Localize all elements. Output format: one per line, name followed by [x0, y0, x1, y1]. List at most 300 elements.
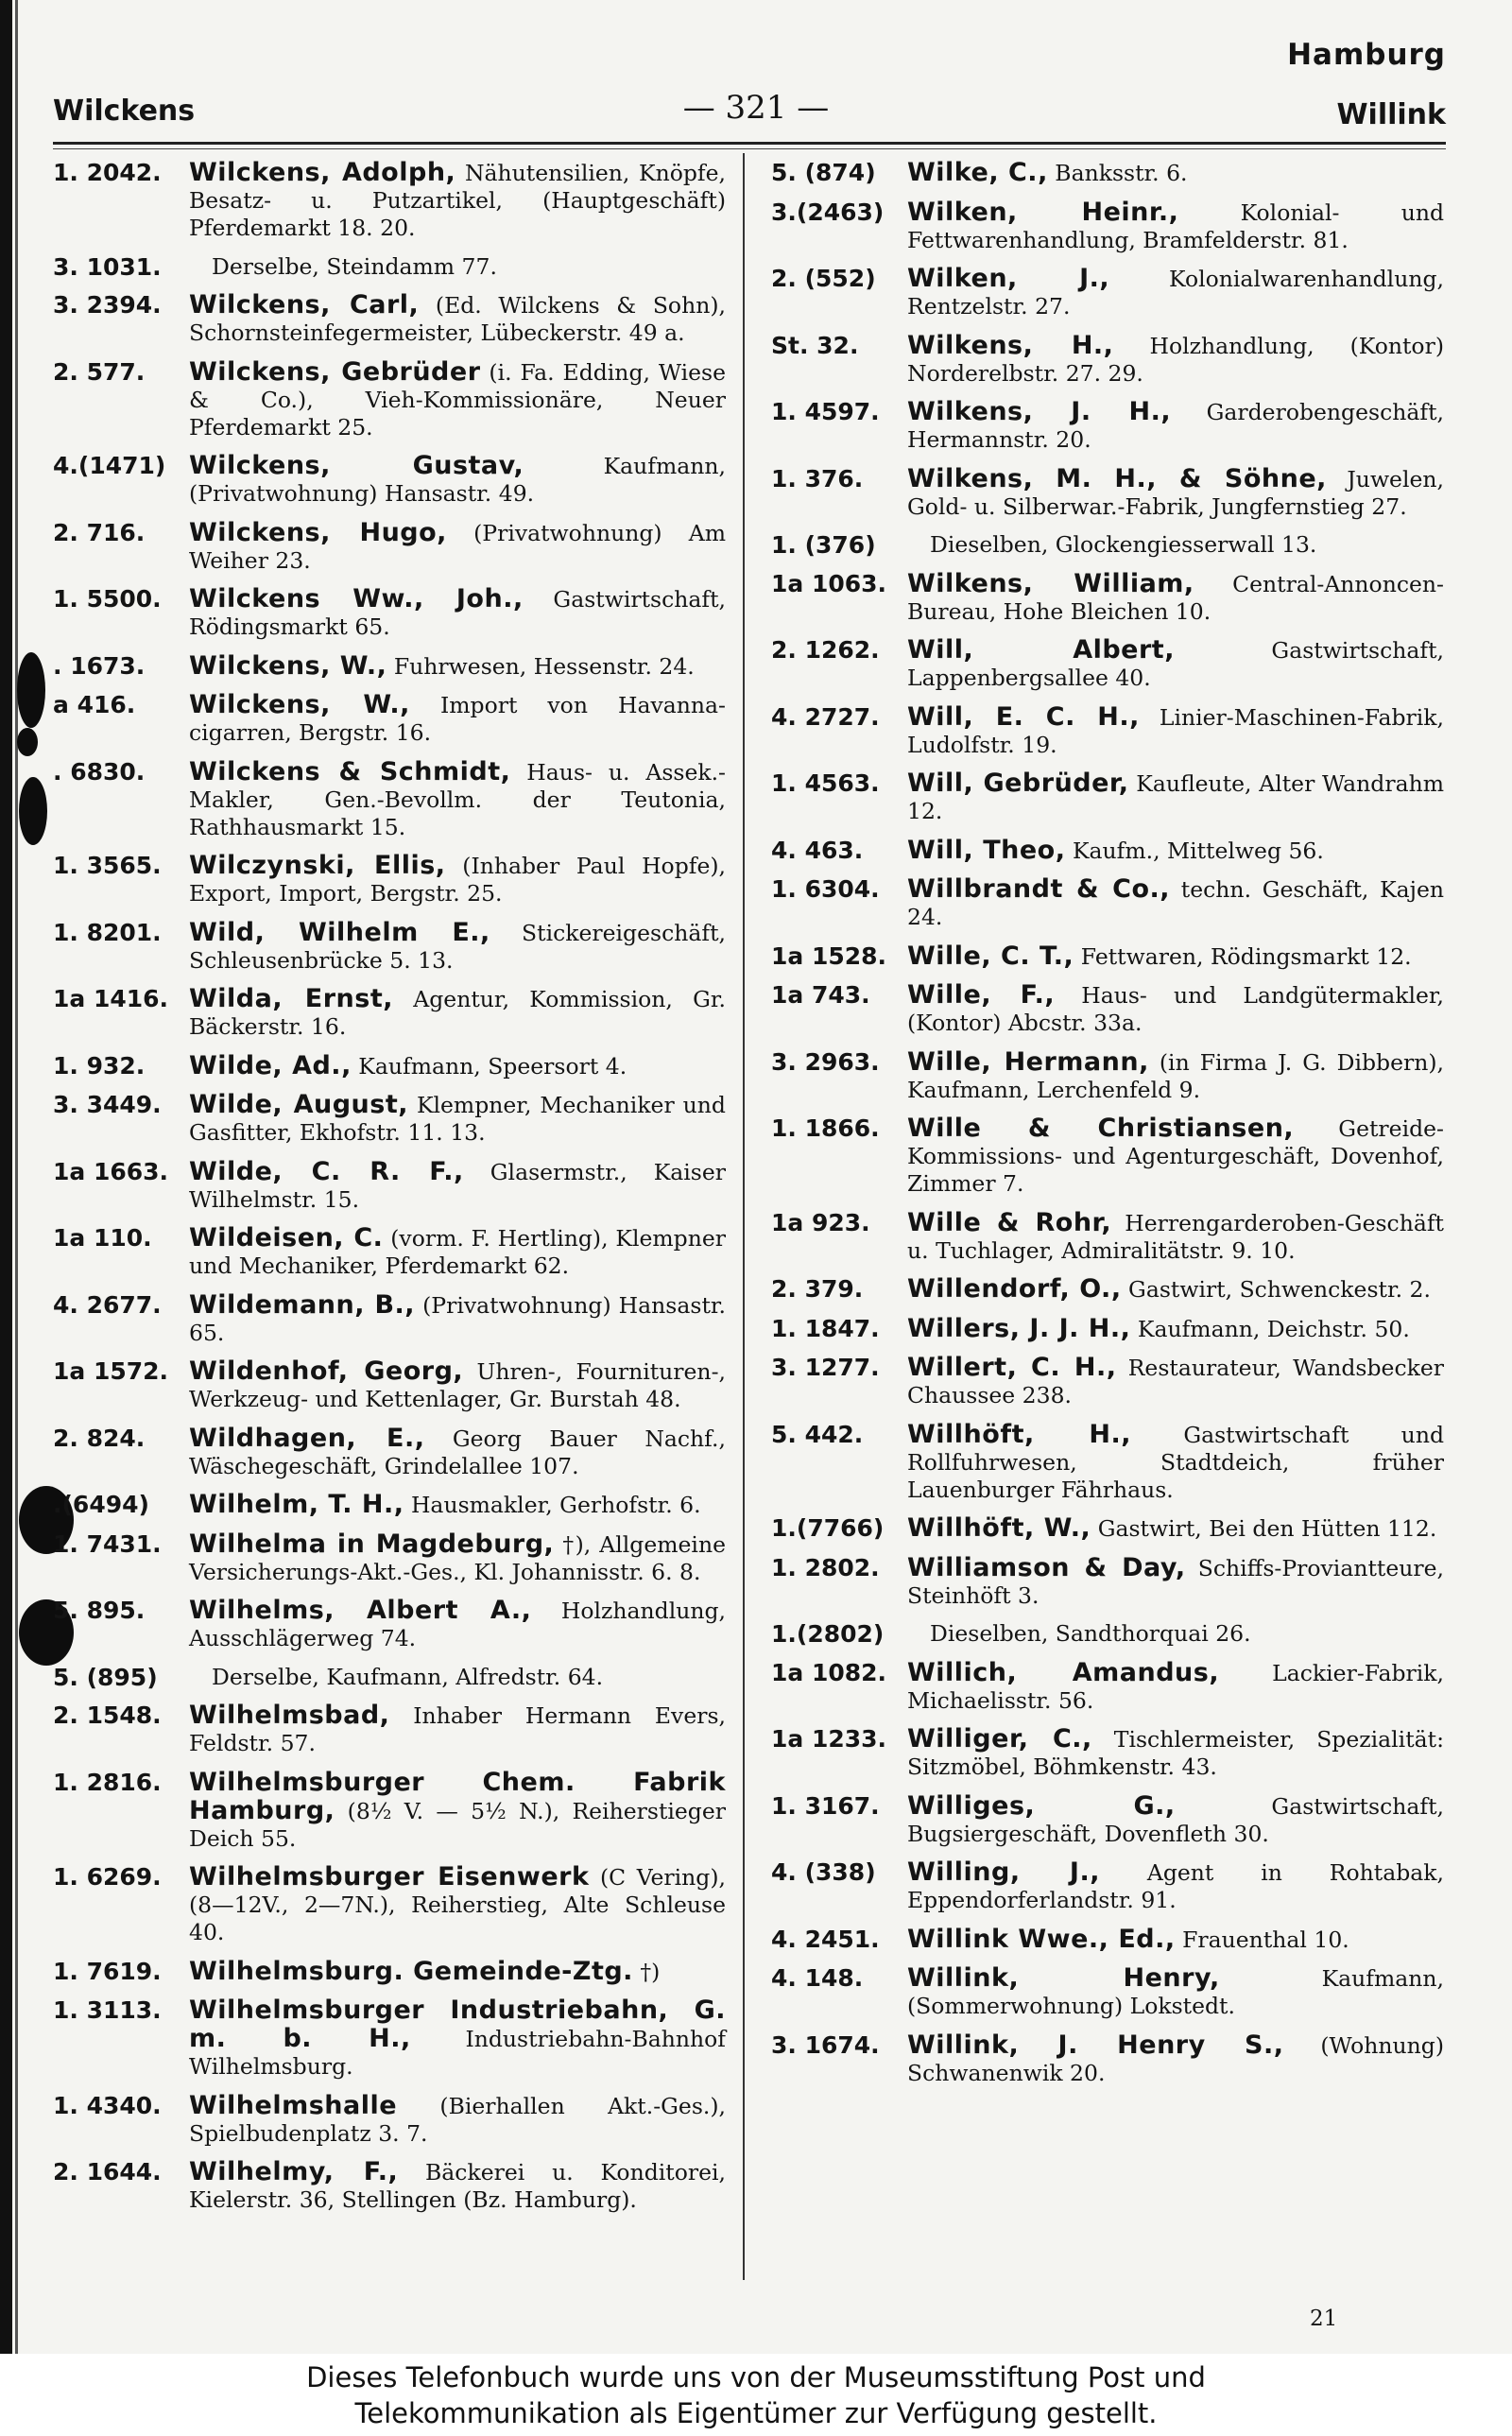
- subscriber-details: (Privatwohnung) Am Weiher 23.: [189, 519, 726, 574]
- entry-text: [189, 758, 726, 841]
- entry-text: [189, 1291, 726, 1347]
- directory-entry: [53, 2092, 726, 2148]
- entry-text: [189, 852, 726, 907]
- subscriber-name: Wilkens, J. H.,: [907, 397, 1172, 426]
- subscriber-details: (i. Fa. Edding, Wiese & Co.), Vieh-Kommissionäre, Neuer Pferdemarkt 25.: [189, 358, 726, 441]
- subscriber-name: Wilde, Ad.,: [189, 1050, 352, 1080]
- phone-number: . 1673.: [53, 651, 146, 680]
- copyright-footer: [0, 2354, 1512, 2436]
- directory-entry: [53, 1664, 726, 1691]
- entry-text: [930, 531, 1444, 559]
- phone-number: 2. 577.: [53, 357, 146, 386]
- subscriber-name: Willich, Amandus,: [907, 1657, 1220, 1687]
- entry-text: [189, 452, 726, 508]
- header-right-word: Willink: [1336, 98, 1446, 131]
- subscriber-name: Willert, C. H.,: [907, 1353, 1117, 1382]
- phone-number: 1a 1572.: [53, 1357, 169, 1385]
- entry-text: [189, 519, 726, 575]
- entry-text: [907, 703, 1444, 759]
- subscriber-name: Wilckens, Hugo,: [189, 517, 447, 547]
- entry-text: [907, 332, 1444, 388]
- phone-number: 1. 6304.: [771, 875, 880, 903]
- directory-entry: [53, 985, 726, 1041]
- subscriber-details: Fuhrwesen, Hessenstr. 24.: [387, 652, 695, 680]
- phone-number: 1. 4597.: [771, 398, 880, 425]
- phone-number: 1a 1063.: [771, 569, 887, 597]
- subscriber-name: Wilckens Ww., Joh.,: [189, 584, 524, 613]
- directory-entry: [771, 199, 1444, 254]
- entry-text: [189, 1702, 726, 1757]
- directory-entry: [53, 1958, 726, 1986]
- subscriber-name: Willbrandt & Co.,: [907, 874, 1171, 904]
- subscriber-details: Holzhandlung, (Kontor) Norderelbstr. 27. 29.: [907, 332, 1444, 387]
- subscriber-details: Kolonial- und Fettwarenhandlung, Bramfelderstr. 81.: [907, 199, 1445, 253]
- entry-text: [907, 1554, 1444, 1610]
- phone-number: 1. 6269.: [53, 1863, 162, 1891]
- directory-entry: [771, 875, 1444, 931]
- directory-entry: [771, 636, 1444, 692]
- phone-number: a 416.: [53, 691, 136, 718]
- subscriber-details: Juwelen, Gold- u. Silberwar.-Fabrik, Jungfernstieg 27.: [907, 465, 1444, 520]
- entry-text: [189, 1158, 726, 1214]
- subscriber-name: Wille, F.,: [907, 980, 1056, 1010]
- directory-entry: [771, 981, 1444, 1037]
- phone-number: 5. 895.: [53, 1597, 146, 1624]
- subscriber-name: Wilckens & Schmidt,: [189, 756, 511, 786]
- subscriber-details: (Privatwohnung) Hansastr. 65.: [189, 1291, 727, 1346]
- subscriber-details: Glasermstr., Kaiser Wilhelmstr. 15.: [189, 1158, 726, 1213]
- entry-text: [189, 652, 726, 681]
- subscriber-name: Wildemann, B.,: [189, 1289, 416, 1320]
- subscriber-details: Kaufmann, (Sommerwohnung) Lokstedt.: [907, 1965, 1444, 2019]
- entry-text: [907, 159, 1444, 187]
- directory-entry: [771, 1659, 1444, 1715]
- directory-entry: [771, 1725, 1444, 1781]
- directory-entry: [53, 1769, 726, 1853]
- subscriber-details: Schiffs-Proviantteure, Steinhöft 3.: [907, 1554, 1445, 1609]
- subscriber-name: Will, E. C. H.,: [907, 701, 1140, 732]
- directory-entry: [771, 465, 1444, 521]
- phone-number: 5. (895): [53, 1663, 158, 1691]
- phone-number: 2. (552): [771, 265, 876, 292]
- subscriber-details: techn. Geschäft, Kajen 24.: [907, 876, 1445, 930]
- subscriber-details: Uhren-, Fournituren-, Werkzeug- und Kettenlager, Gr. Burstah 48.: [189, 1358, 726, 1412]
- subscriber-name: Wilhelmsbad,: [189, 1701, 390, 1730]
- phone-number: 4.(1471): [53, 452, 166, 479]
- directory-entry: [771, 398, 1444, 454]
- subscriber-details: Derselbe, Kaufmann, Alfredstr. 64.: [212, 1663, 604, 1690]
- entry-text: [189, 585, 726, 641]
- entry-text: [189, 1224, 726, 1280]
- phone-number: 4. 463.: [771, 836, 864, 864]
- subscriber-name: Wille & Christiansen,: [907, 1114, 1295, 1143]
- subscriber-details: Import von Havanna-cigarren, Bergstr. 16.: [189, 692, 726, 746]
- phone-number: 3. 3449.: [53, 1091, 162, 1118]
- subscriber-details: Kaufleute, Alter Wandrahm 12.: [907, 770, 1444, 824]
- binding-edge: [0, 0, 12, 2354]
- directory-entry: [771, 1209, 1444, 1265]
- subscriber-name: Williger, C.,: [907, 1724, 1092, 1754]
- subscriber-details: Nähutensilien, Knöpfe, Besatz- u. Putzartikel, (Hauptgeschäft) Pferdemarkt 18. 20.: [189, 160, 726, 241]
- subscriber-details: Haus- u. Assek.-Makler, Gen.-Bevollm. der Teutonia, Rathhausmarkt 15.: [189, 758, 727, 840]
- directory-entry: [771, 769, 1444, 825]
- directory-entry: [53, 2158, 726, 2214]
- entry-text: [189, 691, 726, 747]
- subscriber-details: Getreide-Kommissions- und Agenturgeschäft, Dovenhof, Zimmer 7.: [907, 1115, 1444, 1197]
- subscriber-name: Wille & Rohr,: [907, 1207, 1112, 1237]
- phone-number: 1. 3113.: [53, 1996, 162, 2024]
- subscriber-name: Wilkens, William,: [907, 568, 1194, 598]
- entry-text: [907, 1421, 1444, 1504]
- directory-entry: [53, 358, 726, 441]
- subscriber-name: Wilhelmy, F.,: [189, 2157, 399, 2186]
- directory-entry: [53, 452, 726, 508]
- entry-text: [189, 159, 726, 242]
- directory-entry: [53, 1597, 726, 1652]
- subscriber-name: Wilckens, W.,: [189, 650, 387, 681]
- subscriber-name: Williamson & Day,: [907, 1552, 1186, 1582]
- subscriber-name: Will, Theo,: [907, 835, 1066, 865]
- subscriber-name: Wilde, August,: [189, 1090, 408, 1119]
- phone-number: 4. 2451.: [771, 1925, 880, 1953]
- phone-number: 1a 1233.: [771, 1725, 887, 1753]
- subscriber-name: Wilhelm, T. H.,: [189, 1490, 404, 1519]
- subscriber-details: Gastwirtschaft und Rollfuhrwesen, Stadtdeich, früher Lauenburger Fährhaus.: [907, 1421, 1444, 1503]
- phone-number: 1. (376): [771, 531, 876, 559]
- subscriber-details: (in Firma J. G. Dibbern), Kaufmann, Lerchenfeld 9.: [907, 1048, 1444, 1103]
- directory-entry: [771, 1275, 1444, 1304]
- subscriber-name: Wilhelmsburger Chem. Fabrik Hamburg,: [189, 1767, 726, 1825]
- subscriber-name: Wilczynski, Ellis,: [189, 851, 446, 880]
- directory-entry: [53, 1224, 726, 1280]
- entry-text: [189, 1425, 726, 1480]
- entry-text: [189, 291, 726, 347]
- entry-text: [907, 636, 1444, 692]
- subscriber-name: Wildenhof, Georg,: [189, 1356, 464, 1386]
- phone-number: 1. 7619.: [53, 1957, 162, 1985]
- subscriber-details: Derselbe, Steindamm 77.: [212, 252, 497, 280]
- directory-entry: [53, 758, 726, 841]
- directory-entry: [771, 1792, 1444, 1848]
- subscriber-details: Central-Annoncen-Bureau, Hohe Bleichen 10.: [907, 570, 1444, 625]
- subscriber-details: Restaurateur, Wandsbecker Chaussee 238.: [907, 1355, 1444, 1408]
- subscriber-details: Gastwirtschaft, Lappenbergsallee 40.: [907, 637, 1444, 691]
- directory-entry: [771, 1858, 1444, 1914]
- entry-text: [907, 570, 1444, 626]
- directory-entry: [771, 2031, 1444, 2087]
- directory-entry: [771, 332, 1444, 388]
- entry-text: [189, 1996, 726, 2081]
- phone-number: 1. 2042.: [53, 159, 162, 186]
- entry-text: [907, 769, 1444, 825]
- subscriber-details: Georg Bauer Nachf., Wäschegeschäft, Grindelallee 107.: [189, 1425, 726, 1479]
- directory-entry: [53, 159, 726, 242]
- subscriber-name: Wilkens, M. H., & Söhne,: [907, 463, 1327, 493]
- subscriber-details: (Bierhallen Akt.-Ges.), Spielbudenplatz 3. 7.: [189, 2092, 726, 2147]
- subscriber-name: Wild, Wilhelm E.,: [189, 917, 490, 947]
- entry-text: [189, 919, 726, 975]
- subscriber-name: Willendorf, O.,: [907, 1274, 1122, 1304]
- entry-text: [189, 1491, 726, 1519]
- entry-text: [907, 465, 1444, 521]
- subscriber-details: †): [632, 1958, 661, 1985]
- directory-entry: [771, 1964, 1444, 2020]
- phone-number: . 6830.: [53, 757, 146, 786]
- subscriber-details: Banksstr. 6.: [1047, 160, 1188, 186]
- phone-number: .(6494): [53, 1491, 149, 1518]
- phone-number: 1. 3565.: [53, 852, 162, 879]
- phone-number: 1. 376.: [771, 464, 864, 492]
- phone-number: 3. 1277.: [771, 1354, 880, 1381]
- entry-text: [907, 1659, 1444, 1715]
- phone-number: 1a 1416.: [53, 985, 169, 1012]
- directory-entry: [771, 942, 1444, 971]
- subscriber-details: Fettwaren, Rödingsmarkt 12.: [1074, 942, 1412, 970]
- subscriber-details: Frauenthal 10.: [1175, 1926, 1349, 1953]
- phone-number: 4. 2677.: [53, 1290, 162, 1319]
- directory-entry: [771, 570, 1444, 626]
- phone-number: 1a 1663.: [53, 1157, 169, 1185]
- directory-entry: [53, 1863, 726, 1946]
- entry-text: [189, 358, 726, 441]
- subscriber-name: Wilhelma in Magdeburg,: [189, 1529, 555, 1559]
- entry-text: [907, 199, 1444, 254]
- subscriber-name: Wilckens, Carl,: [189, 290, 420, 320]
- subscriber-details: Lackier-Fabrik, Michaelisstr. 56.: [907, 1659, 1444, 1714]
- entry-text: [189, 2092, 726, 2148]
- entry-text: [907, 265, 1444, 320]
- directory-entry: [771, 1048, 1444, 1104]
- header-rule-thin: [53, 148, 1446, 149]
- subscriber-name: Will, Albert,: [907, 635, 1175, 665]
- phone-number: 2. 824.: [53, 1424, 146, 1452]
- entry-text: [907, 398, 1444, 454]
- directory-entry: [771, 1514, 1444, 1543]
- phone-number: 2. 1548.: [53, 1702, 162, 1729]
- subscriber-details: Haus- und Landgütermakler, (Kontor) Abcstr. 33a.: [907, 982, 1445, 1036]
- subscriber-details: Dieselben, Sandthorquai 26.: [930, 1620, 1251, 1647]
- directory-entry: [771, 837, 1444, 865]
- subscriber-name: Willing, J.,: [907, 1857, 1100, 1887]
- directory-entry: [53, 919, 726, 975]
- subscriber-details: Agent in Rohtabak, Eppendorferlandstr. 91.: [907, 1859, 1444, 1913]
- subscriber-details: Kaufmann, (Privatwohnung) Hansastr. 49.: [189, 453, 726, 507]
- phone-number: 1. 1847.: [771, 1314, 880, 1342]
- subscriber-details: Gastwirtschaft, Rödingsmarkt 65.: [189, 586, 727, 640]
- entry-text: [907, 837, 1444, 865]
- phone-number: 5. 442.: [771, 1420, 864, 1448]
- directory-entry: [53, 1530, 726, 1586]
- subscriber-details: Agentur, Kommission, Gr. Bäckerstr. 16.: [189, 986, 727, 1040]
- subscriber-name: Willhöft, W.,: [907, 1513, 1091, 1543]
- entry-text: [189, 1769, 726, 1853]
- subscriber-details: †), Allgemeine Versicherungs-Akt.-Ges., Kl. Johannisstr. 6. 8.: [189, 1530, 726, 1585]
- subscriber-name: Wilckens, W.,: [189, 690, 410, 719]
- entry-text: [907, 2031, 1444, 2087]
- phone-number: 2. 1644.: [53, 2158, 162, 2185]
- entry-text: [189, 1530, 726, 1586]
- phone-number: 1. 2802.: [771, 1553, 880, 1581]
- directory-entry: [771, 1315, 1444, 1343]
- directory-entry: [53, 852, 726, 907]
- entry-text: [907, 1048, 1444, 1104]
- subscriber-name: Wilke, C.,: [907, 158, 1048, 187]
- phone-number: 1. 7431.: [53, 1529, 162, 1558]
- sheet-number: 21: [1310, 2306, 1338, 2331]
- directory-entry: [53, 691, 726, 747]
- phone-number: St. 32.: [771, 331, 859, 359]
- directory-entry: [53, 519, 726, 575]
- subscriber-details: Gastwirtschaft, Bugsiergeschäft, Dovenfleth 30.: [907, 1792, 1445, 1847]
- entry-text: [189, 1091, 726, 1147]
- phone-number: 1.(2802): [771, 1620, 885, 1648]
- subscriber-details: (Wohnung) Schwanenwik 20.: [907, 2031, 1444, 2086]
- phone-number: 3. 2963.: [771, 1047, 880, 1076]
- entry-text: [189, 1357, 726, 1413]
- phone-number: 4. 2727.: [771, 702, 880, 731]
- header-rule: [53, 142, 1446, 145]
- subscriber-details: Kaufmann, Speersort 4.: [351, 1052, 627, 1080]
- header-city: Hamburg: [1287, 38, 1446, 72]
- subscriber-details: (Ed. Wilckens & Sohn), Schornsteinfegermeister, Lübeckerstr. 49 a.: [189, 292, 726, 346]
- subscriber-name: Wilken, Heinr.,: [907, 197, 1179, 227]
- phone-number: 3. 2394.: [53, 291, 162, 319]
- entry-text: [907, 1792, 1444, 1848]
- directory-entry: [771, 1421, 1444, 1504]
- subscriber-name: Wilhelmsburger Industriebahn, G. m. b. H.,: [189, 1995, 726, 2053]
- subscriber-details: Kaufm., Mittelweg 56.: [1065, 837, 1324, 864]
- directory-entry: [771, 703, 1444, 759]
- phone-number: 3.(2463): [771, 198, 885, 226]
- directory-entry: [53, 1291, 726, 1347]
- entry-text: [189, 1863, 726, 1946]
- directory-entry: [53, 1091, 726, 1147]
- entry-text: [930, 1620, 1444, 1648]
- page-number: — 321 —: [682, 89, 830, 127]
- phone-number: 1. 4563.: [771, 769, 880, 797]
- directory-entry: [771, 531, 1444, 559]
- subscriber-name: Wilckens, Gebrüder: [189, 356, 481, 387]
- directory-entry: [771, 1354, 1444, 1409]
- subscriber-details: Kaufmann, Deichstr. 50.: [1130, 1315, 1410, 1342]
- entry-text: [907, 1354, 1444, 1409]
- directory-entry: [53, 1158, 726, 1214]
- directory-entry: [771, 265, 1444, 320]
- directory-entry: [771, 159, 1444, 187]
- left-column: [53, 159, 726, 2225]
- subscriber-name: Wille, Hermann,: [907, 1046, 1149, 1077]
- directory-entry: [771, 1926, 1444, 1954]
- right-column: [771, 159, 1444, 2098]
- entry-text: [189, 1958, 726, 1986]
- phone-number: 3. 1674.: [771, 2030, 880, 2059]
- subscriber-details: Kolonialwarenhandlung, Rentzelstr. 27.: [907, 266, 1444, 320]
- phone-number: 4. (338): [771, 1858, 876, 1886]
- phone-number: 2. 716.: [53, 518, 146, 546]
- subscriber-name: Wilhelmsburg. Gemeinde-Ztg.: [189, 1956, 633, 1986]
- entry-text: [907, 1514, 1444, 1543]
- directory-entry: [53, 1491, 726, 1519]
- directory-entry: [53, 1702, 726, 1757]
- subscriber-name: Wilda, Ernst,: [189, 984, 394, 1013]
- phone-number: 3. 1031.: [53, 252, 162, 281]
- subscriber-name: Willink Wwe., Ed.,: [907, 1924, 1176, 1954]
- column-separator: [743, 153, 745, 2280]
- entry-text: [189, 985, 726, 1041]
- subscriber-details: Industriebahn-Bahnhof Wilhelmsburg.: [189, 2026, 726, 2080]
- ink-blot: [17, 728, 38, 756]
- phone-number: 1a 743.: [771, 981, 870, 1009]
- subscriber-details: (8½ V. — 5½ N.), Reiherstieger Deich 55.: [189, 1797, 726, 1852]
- entry-text: [907, 981, 1444, 1037]
- subscriber-details: Bäckerei u. Konditorei, Kielerstr. 36, Stellingen (Bz. Hamburg).: [189, 2159, 726, 2213]
- subscriber-name: Wilckens, Adolph,: [189, 158, 456, 187]
- subscriber-details: (vorm. F. Hertling), Klempner und Mechaniker, Pferdemarkt 62.: [189, 1225, 726, 1279]
- phone-number: 4. 148.: [771, 1964, 864, 1992]
- entry-text: [907, 1275, 1444, 1304]
- directory-entry: [53, 1052, 726, 1080]
- entry-text: [907, 875, 1444, 931]
- subscriber-details: Dieselben, Glockengiesserwall 13.: [930, 531, 1317, 558]
- subscriber-details: Stickereigeschäft, Schleusenbrücke 5. 13.: [189, 919, 726, 974]
- subscriber-name: Wilde, C. R. F.,: [189, 1156, 464, 1186]
- entry-text: [907, 942, 1444, 971]
- entry-text: [907, 1209, 1444, 1265]
- phone-number: 2. 1262.: [771, 636, 880, 664]
- entry-text: [907, 1114, 1444, 1198]
- directory-entry: [53, 1996, 726, 2081]
- phone-number: 1a 110.: [53, 1224, 152, 1252]
- phone-number: 1a 1528.: [771, 942, 887, 970]
- subscriber-name: Willink, J. Henry S.,: [907, 2030, 1284, 2060]
- ink-blot: [19, 777, 47, 845]
- directory-entry: [771, 1620, 1444, 1648]
- subscriber-name: Williges, G.,: [907, 1790, 1176, 1821]
- subscriber-name: Wilhelmshalle: [189, 2090, 398, 2120]
- phone-number: 1. 1866.: [771, 1114, 880, 1142]
- subscriber-details: Linier-Maschinen-Fabrik, Ludolfstr. 19.: [907, 703, 1444, 758]
- header-left-word: Wilckens: [53, 95, 196, 128]
- subscriber-name: Wille, C. T.,: [907, 941, 1074, 971]
- footer-line-1: Dieses Telefonbuch wurde uns von der Museumsstiftung Post und: [306, 2361, 1206, 2393]
- subscriber-name: Willers, J. J. H.,: [907, 1313, 1131, 1343]
- phone-number: 1. 5500.: [53, 585, 162, 613]
- subscriber-details: Herrengarderoben-Geschäft u. Tuchlager, Admiralitätstr. 9. 10.: [907, 1209, 1444, 1264]
- footer-line-2: Telekommunikation als Eigentümer zur Verfügung gestellt.: [354, 2397, 1158, 2429]
- entry-text: [907, 1964, 1444, 2020]
- directory-entry: [771, 1554, 1444, 1610]
- directory-entry: [53, 291, 726, 347]
- subscriber-name: Willink, Henry,: [907, 1963, 1220, 1993]
- subscriber-details: Gastwirt, Bei den Hütten 112.: [1091, 1515, 1437, 1542]
- entry-text: [189, 1597, 726, 1652]
- directory-entry: [53, 652, 726, 681]
- directory-entry: [53, 585, 726, 641]
- subscriber-details: (C Vering), (8—12V., 2—7N.), Reiherstieg, Alte Schleuse 40.: [189, 1864, 726, 1945]
- directory-entry: [771, 1114, 1444, 1198]
- phone-number: 1.(7766): [771, 1514, 885, 1542]
- entry-text: [907, 1858, 1444, 1914]
- phone-number: 1. 8201.: [53, 918, 162, 946]
- subscriber-details: Gastwirt, Schwenckestr. 2.: [1121, 1276, 1431, 1303]
- phone-number: 2. 379.: [771, 1275, 864, 1303]
- directory-entry: [53, 1357, 726, 1413]
- subscriber-name: Wildhagen, E.,: [189, 1423, 425, 1453]
- entry-text: [907, 1926, 1444, 1954]
- ink-blot: [17, 652, 45, 728]
- subscriber-details: Klempner, Mechaniker und Gasfitter, Ekhofstr. 11. 13.: [189, 1092, 726, 1146]
- binding-edge-inner: [15, 0, 18, 2354]
